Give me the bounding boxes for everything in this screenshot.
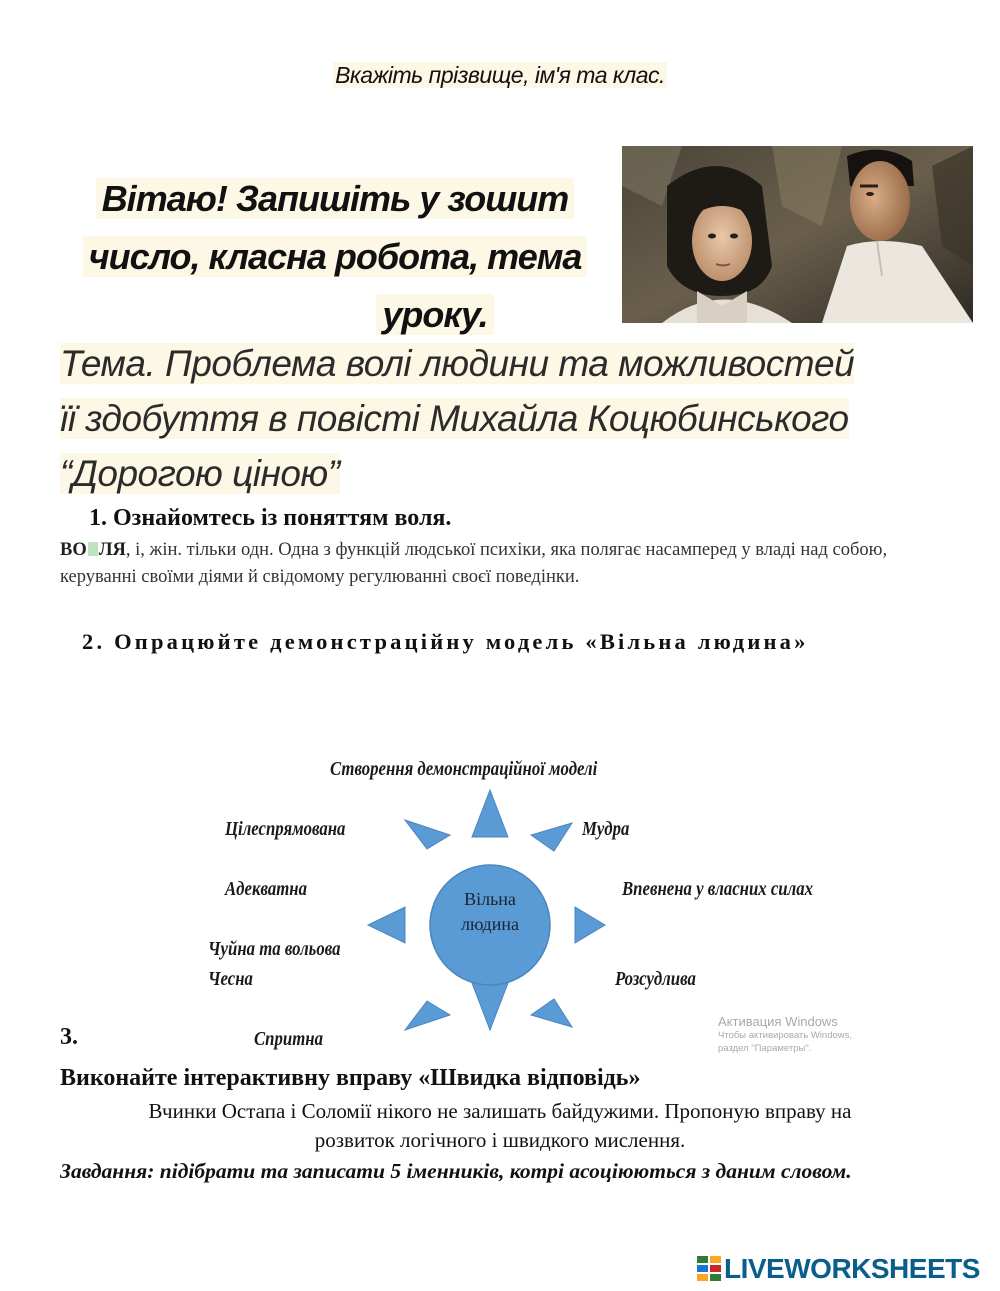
task-text: Завдання: підібрати та записати 5 іменників, котрі асоціюються з даним словом. <box>60 1159 852 1183</box>
label-adequate: Адекватна <box>225 879 307 900</box>
section-3-number: 3. <box>60 1024 78 1050</box>
label-prudent: Розсудлива <box>615 969 696 990</box>
sun-ray <box>531 823 572 851</box>
sun-ray <box>472 983 508 1030</box>
center-label-line2: людина <box>461 914 519 934</box>
label-purposeful: Цілеспрямована <box>225 819 346 840</box>
lesson-topic: Тема. Проблема волі людини та можливостей її здобуття в повісті Михайла Коцюбинського “Дорогою ціною” <box>60 343 855 494</box>
windows-activation-watermark: Активация Windows Чтобы активировать Windows, раздел "Параметры". <box>718 1014 853 1054</box>
section-1-heading: 1. Ознайомтесь із поняттям воля. <box>89 505 452 531</box>
label-wise: Мудра <box>582 819 630 840</box>
term-word: ВО ЛЯ <box>60 540 126 560</box>
name-instruction: Вкажіть прізвище, ім'я та клас. <box>335 62 665 88</box>
definition-text: ВО ЛЯ, і, жін. тільки одн. Одна з функцій людської психіки, яка полягає насамперед у владі над собою, керуванні своїми діями й свідомому регулюванні своєї поведінки. <box>60 540 888 587</box>
center-label-line1: Вільна <box>464 889 516 909</box>
label-sensitive: Чуйна та вольова <box>208 939 341 960</box>
accent-mark <box>88 542 98 556</box>
section-3-heading: Виконайте інтерактивну вправу «Швидка відповідь» <box>60 1065 641 1091</box>
section-2-heading: 2. Опрацюйте демонстраційну модель «Вільна людина» <box>82 629 809 654</box>
label-agile: Спритна <box>254 1029 323 1050</box>
greeting-text: Вітаю! Запишіть у зошит число, класна робота, тема уроку. <box>60 170 610 344</box>
sun-ray <box>472 790 508 837</box>
logo-icon <box>697 1256 721 1282</box>
section-3-text: Вчинки Остапа і Соломії нікого не залишать байдужими. Пропоную вправу на розвиток логічного і швидкого мислення. <box>148 1099 852 1152</box>
film-still-image <box>622 146 973 323</box>
diagram-title: Створення демонстраційної моделі <box>330 759 598 780</box>
liveworksheets-logo[interactable]: LIVEWORKSHEETS <box>697 1253 980 1285</box>
sun-ray <box>405 1001 450 1030</box>
sun-ray <box>368 907 405 943</box>
sun-ray <box>575 907 605 943</box>
sun-ray <box>405 820 450 849</box>
label-confident: Впевнена у власних силах <box>622 879 814 900</box>
label-honest: Чесна <box>208 969 253 990</box>
sun-ray <box>531 999 572 1027</box>
